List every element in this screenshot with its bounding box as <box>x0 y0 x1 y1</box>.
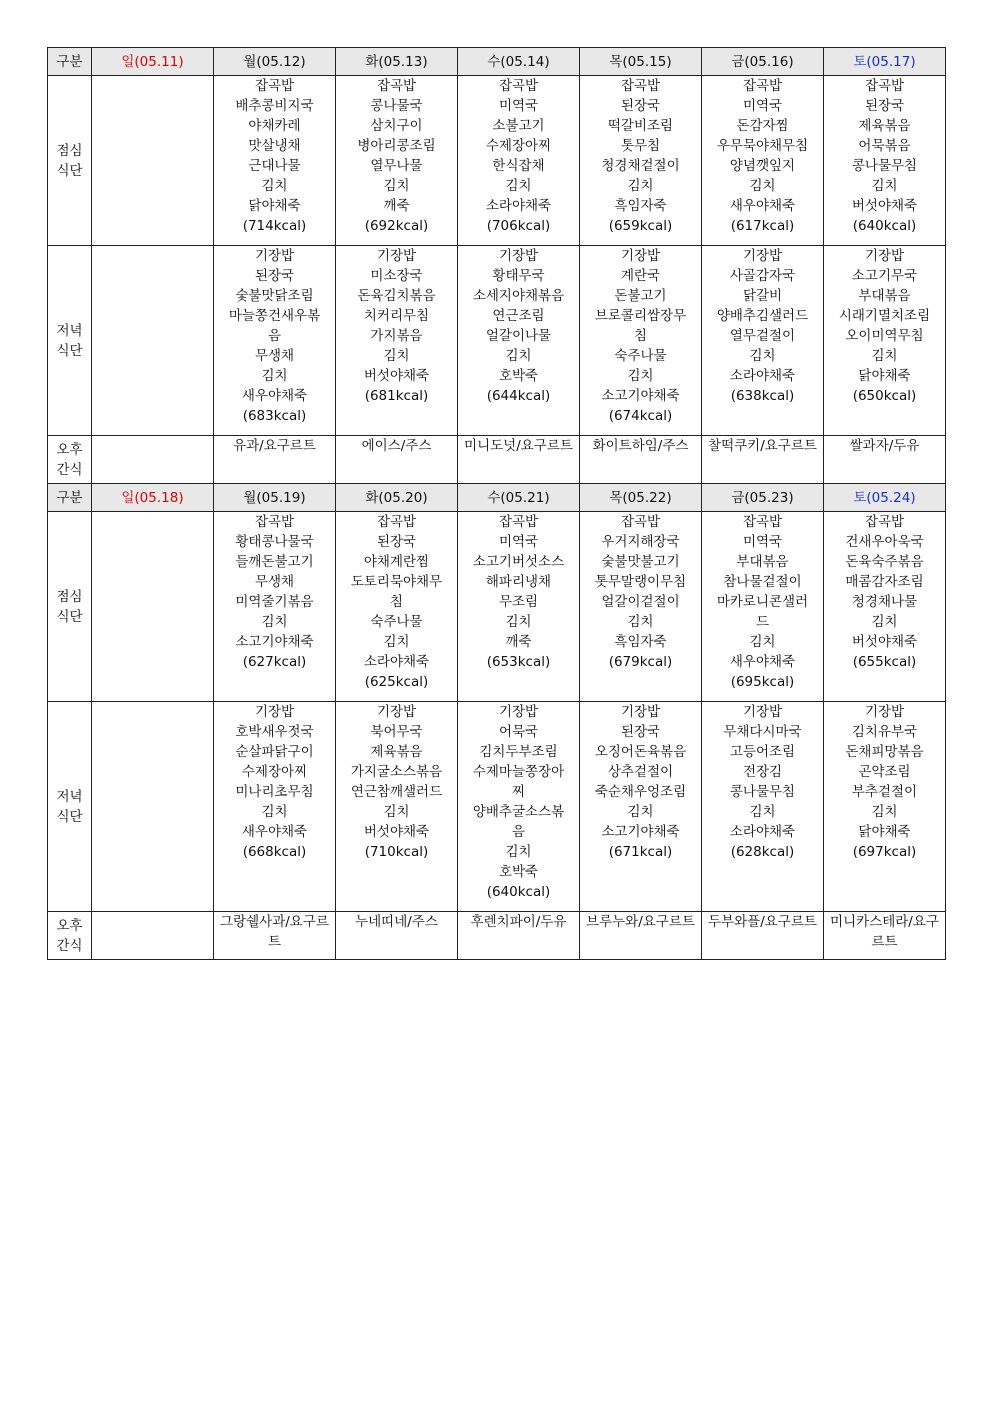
menu-item: 근대나물 <box>248 158 301 174</box>
dinner-menu-cell <box>580 246 702 436</box>
menu-item: 미역국 <box>498 98 539 114</box>
dinner-menu-cell <box>824 246 946 436</box>
menu-item: 수제장아찌 <box>241 764 308 780</box>
menu-item: 떡갈비조림 <box>607 118 674 134</box>
dinner-label-text: 식단 <box>56 808 83 825</box>
lunch-label <box>48 512 92 702</box>
menu-item: 무조림 <box>498 594 539 610</box>
menu-item: 소고기야채죽 <box>235 634 314 650</box>
menu-item: 숙주나물 <box>614 348 667 364</box>
dinner-menu-cell <box>824 702 946 912</box>
menu-item: 김치 <box>627 178 654 194</box>
lunch-label <box>48 76 92 246</box>
lunch-menu-cell <box>702 76 824 246</box>
menu-item: (697kcal) <box>852 844 917 860</box>
day-header: 화(05.13) <box>336 48 458 76</box>
menu-item: 찌 <box>511 784 526 800</box>
lunch-menu-cell <box>458 512 580 702</box>
menu-item: 기장밥 <box>376 248 417 264</box>
menu-item: 숙주나물 <box>370 614 423 630</box>
snack-cell <box>702 912 824 960</box>
menu-item: 된장국 <box>620 98 661 114</box>
lunch-menu-cell <box>214 512 336 702</box>
menu-item: 버섯야채죽 <box>851 634 918 650</box>
menu-item: 톳무침 <box>620 138 661 154</box>
header-label: 구분 <box>48 48 92 76</box>
menu-item: (625kcal) <box>364 674 429 690</box>
menu-item: 김치 <box>261 804 288 820</box>
menu-item: 수제장아찌 <box>485 138 552 154</box>
menu-item: 김치 <box>505 178 532 194</box>
menu-item: 도토리묵야채무 <box>350 574 443 590</box>
menu-item: 김치 <box>505 614 532 630</box>
menu-item: (638kcal) <box>730 388 795 404</box>
menu-item: 잡곡밥 <box>254 514 295 530</box>
lunch-menu-cell <box>92 512 214 702</box>
snack-item: 브루누와/요구르트 <box>586 914 695 930</box>
dinner-menu-cell <box>214 702 336 912</box>
menu-item: 해파리냉채 <box>485 574 552 590</box>
menu-item: 열무나물 <box>370 158 423 174</box>
menu-item: 흑임자죽 <box>614 634 667 650</box>
snack-cell <box>214 436 336 484</box>
menu-item: 닭갈비 <box>742 288 783 304</box>
menu-item: 미나리초무침 <box>235 784 314 800</box>
day-header: 금(05.23) <box>702 484 824 512</box>
menu-item: 기장밥 <box>254 248 295 264</box>
menu-item: 돈육숙주볶음 <box>845 554 924 570</box>
menu-item: (627kcal) <box>242 654 307 670</box>
menu-item: 잡곡밥 <box>376 78 417 94</box>
menu-item: 김치 <box>749 348 776 364</box>
menu-item: 음 <box>511 824 526 840</box>
menu-item: 음 <box>267 328 282 344</box>
header-label: 구분 <box>48 484 92 512</box>
lunch-menu-cell <box>92 76 214 246</box>
menu-item: 양배추굴소스볶 <box>472 804 565 820</box>
menu-item: 침 <box>389 594 404 610</box>
menu-item: 호박죽 <box>498 864 539 880</box>
dinner-label <box>48 702 92 912</box>
menu-item: (640kcal) <box>486 884 551 900</box>
menu-item: 김치 <box>871 178 898 194</box>
menu-item: (683kcal) <box>242 408 307 424</box>
menu-item: 미역국 <box>742 534 783 550</box>
menu-item: 무생채 <box>254 574 295 590</box>
snack-label <box>48 912 92 960</box>
day-header: 수(05.21) <box>458 484 580 512</box>
menu-item: (650kcal) <box>852 388 917 404</box>
snack-label <box>48 436 92 484</box>
menu-item: 김치 <box>871 804 898 820</box>
snack-cell <box>458 912 580 960</box>
menu-item: 미소장국 <box>370 268 423 284</box>
menu-item: 김치 <box>749 804 776 820</box>
menu-item: 깨죽 <box>383 198 410 214</box>
menu-item: 새우야채죽 <box>241 824 308 840</box>
menu-item: 김치유부국 <box>851 724 918 740</box>
menu-item: 양배추김샐러드 <box>716 308 809 324</box>
menu-item: 연근참깨샐러드 <box>350 784 443 800</box>
snack-item: 누네띠네/주스 <box>355 914 438 930</box>
menu-item: 잡곡밥 <box>864 514 905 530</box>
menu-item: 숯불맛불고기 <box>601 554 680 570</box>
snack-cell <box>92 912 214 960</box>
menu-item: 김치 <box>261 368 288 384</box>
snack-cell <box>92 436 214 484</box>
lunch-label-text: 점심 <box>56 142 83 159</box>
menu-item: 참나물겉절이 <box>723 574 802 590</box>
dinner-menu-cell <box>92 702 214 912</box>
lunch-menu-cell <box>824 76 946 246</box>
snack-item: 쌀과자/두유 <box>849 438 920 454</box>
menu-item: 새우야채죽 <box>729 654 796 670</box>
menu-item: 된장국 <box>864 98 905 114</box>
menu-item: 무생채 <box>254 348 295 364</box>
menu-item: 침 <box>633 328 648 344</box>
menu-item: 잡곡밥 <box>742 514 783 530</box>
menu-item: 깨죽 <box>505 634 532 650</box>
menu-item: 곤약조림 <box>858 764 911 780</box>
day-header: 토(05.17) <box>824 48 946 76</box>
menu-item: 마늘쫑건새우볶 <box>228 308 321 324</box>
menu-item: 돈불고기 <box>614 288 667 304</box>
menu-item: 소고기버섯소스 <box>472 554 565 570</box>
menu-item: 열무겉절이 <box>729 328 796 344</box>
menu-item: 병아리콩조림 <box>357 138 436 154</box>
menu-item: 소고기야채죽 <box>601 388 680 404</box>
menu-item: (671kcal) <box>608 844 673 860</box>
snack-cell <box>458 436 580 484</box>
menu-item: 소불고기 <box>492 118 545 134</box>
dinner-menu-cell <box>458 246 580 436</box>
menu-item: 수제마늘쫑장아 <box>472 764 565 780</box>
menu-item: 김치 <box>627 614 654 630</box>
menu-item: 기장밥 <box>498 248 539 264</box>
dinner-menu-cell <box>702 702 824 912</box>
menu-item: 건새우아욱국 <box>845 534 924 550</box>
snack-row <box>48 912 946 960</box>
menu-item: 흑임자죽 <box>614 198 667 214</box>
snack-cell <box>336 912 458 960</box>
day-header: 수(05.14) <box>458 48 580 76</box>
menu-item: 매콤감자조림 <box>845 574 924 590</box>
dinner-label <box>48 246 92 436</box>
menu-item: 새우야채죽 <box>241 388 308 404</box>
menu-item: 닭야채죽 <box>858 824 911 840</box>
snack-label-text: 오후 <box>56 441 83 458</box>
menu-item: 소고기무국 <box>851 268 918 284</box>
menu-item: 소라야채죽 <box>729 368 796 384</box>
menu-item: (706kcal) <box>486 218 551 234</box>
menu-item: 잡곡밥 <box>498 78 539 94</box>
menu-item: 잡곡밥 <box>864 78 905 94</box>
menu-item: 양념깻잎지 <box>729 158 796 174</box>
lunch-label-text: 점심 <box>56 588 83 605</box>
menu-item: 상추겉절이 <box>607 764 674 780</box>
menu-item: 기장밥 <box>376 704 417 720</box>
menu-item: 김치 <box>871 348 898 364</box>
menu-item: 된장국 <box>254 268 295 284</box>
week-header-row <box>48 484 946 512</box>
lunch-menu-cell <box>336 512 458 702</box>
lunch-menu-cell <box>580 76 702 246</box>
dinner-row <box>48 246 946 436</box>
menu-item: (714kcal) <box>242 218 307 234</box>
menu-item: 김치 <box>383 634 410 650</box>
lunch-menu-cell <box>824 512 946 702</box>
menu-item: 전장김 <box>742 764 783 780</box>
menu-item: 부추겉절이 <box>851 784 918 800</box>
menu-item: 시래기멸치조림 <box>838 308 931 324</box>
menu-item: 계란국 <box>620 268 661 284</box>
menu-item: (653kcal) <box>486 654 551 670</box>
snack-cell <box>580 912 702 960</box>
menu-item: 기장밥 <box>620 248 661 264</box>
menu-item: (679kcal) <box>608 654 673 670</box>
menu-item: 순살파닭구이 <box>235 744 314 760</box>
menu-item: 김치 <box>627 804 654 820</box>
day-header: 화(05.20) <box>336 484 458 512</box>
menu-item: 황태무국 <box>492 268 545 284</box>
menu-item: 소고기야채죽 <box>601 824 680 840</box>
menu-item: 호박새우젓국 <box>235 724 314 740</box>
menu-item: 사골감자국 <box>729 268 796 284</box>
menu-item: 청경채겉절이 <box>601 158 680 174</box>
menu-item: 버섯야채죽 <box>363 368 430 384</box>
dinner-menu-cell <box>458 702 580 912</box>
menu-item: 기장밥 <box>742 248 783 264</box>
menu-item: 김치 <box>383 348 410 364</box>
snack-cell <box>336 436 458 484</box>
menu-item: 마카로니콘샐러 <box>716 594 809 610</box>
menu-item: 김치 <box>383 804 410 820</box>
lunch-menu-cell <box>580 512 702 702</box>
menu-item: 김치 <box>749 178 776 194</box>
snack-item: 두부와플/요구르트 <box>708 914 817 930</box>
snack-item: 유과/요구르트 <box>233 438 316 454</box>
menu-item: 김치 <box>871 614 898 630</box>
menu-item: 고등어조림 <box>729 744 796 760</box>
menu-item: 청경채나물 <box>851 594 918 610</box>
menu-item: 소라야채죽 <box>485 198 552 214</box>
menu-item: 어묵볶음 <box>858 138 911 154</box>
menu-item: 기장밥 <box>498 704 539 720</box>
menu-item: 김치 <box>261 614 288 630</box>
day-header: 일(05.18) <box>92 484 214 512</box>
menu-item: 기장밥 <box>254 704 295 720</box>
menu-item: 우무묵야채무침 <box>716 138 809 154</box>
menu-item: 북어무국 <box>370 724 423 740</box>
menu-item: 제육볶음 <box>858 118 911 134</box>
snack-cell <box>214 912 336 960</box>
menu-item: 브로콜리쌈장무 <box>594 308 687 324</box>
snack-item: 화이트하임/주스 <box>592 438 689 454</box>
menu-table-body <box>48 48 946 960</box>
menu-item: 오징어돈육볶음 <box>594 744 687 760</box>
menu-item: 황태콩나물국 <box>235 534 314 550</box>
menu-item: (668kcal) <box>242 844 307 860</box>
menu-item: 들깨돈불고기 <box>235 554 314 570</box>
snack-item: 미니카스테라/요구르트 <box>830 914 939 950</box>
menu-item: 콩나물무침 <box>851 158 918 174</box>
menu-item: (695kcal) <box>730 674 795 690</box>
menu-item: 소세지야채볶음 <box>472 288 565 304</box>
snack-item: 후렌치파이/두유 <box>470 914 567 930</box>
menu-item: (655kcal) <box>852 654 917 670</box>
menu-item: 가지볶음 <box>370 328 423 344</box>
menu-item: (674kcal) <box>608 408 673 424</box>
snack-item: 찰떡쿠키/요구르트 <box>708 438 817 454</box>
lunch-label-text: 식단 <box>56 162 83 179</box>
day-header: 토(05.24) <box>824 484 946 512</box>
menu-item: 잡곡밥 <box>498 514 539 530</box>
weekly-menu-table <box>47 47 946 960</box>
menu-item: 김치 <box>749 634 776 650</box>
menu-item: 새우야채죽 <box>729 198 796 214</box>
snack-label-text: 오후 <box>56 917 83 934</box>
snack-cell <box>824 912 946 960</box>
menu-item: 맛살냉채 <box>248 138 301 154</box>
menu-item: 얼갈이나물 <box>485 328 552 344</box>
day-header: 일(05.11) <box>92 48 214 76</box>
menu-item: 기장밥 <box>864 704 905 720</box>
menu-item: 닭야채죽 <box>858 368 911 384</box>
menu-item: (710kcal) <box>364 844 429 860</box>
menu-item: 미역국 <box>498 534 539 550</box>
dinner-menu-cell <box>92 246 214 436</box>
menu-item: 톳무말랭이무침 <box>594 574 687 590</box>
menu-item: (659kcal) <box>608 218 673 234</box>
menu-item: (681kcal) <box>364 388 429 404</box>
menu-item: 콩나물국 <box>370 98 423 114</box>
dinner-menu-cell <box>214 246 336 436</box>
menu-item: 가지굴소스볶음 <box>350 764 443 780</box>
lunch-label-text: 식단 <box>56 608 83 625</box>
menu-item: 김치 <box>627 368 654 384</box>
snack-item: 미니도넛/요구르트 <box>464 438 573 454</box>
menu-item: 기장밥 <box>864 248 905 264</box>
menu-item: (628kcal) <box>730 844 795 860</box>
menu-item: 잡곡밥 <box>620 514 661 530</box>
snack-cell <box>824 436 946 484</box>
menu-item: 오이미역무침 <box>845 328 924 344</box>
day-header: 월(05.19) <box>214 484 336 512</box>
day-header: 월(05.12) <box>214 48 336 76</box>
menu-item: 삼치구이 <box>370 118 423 134</box>
menu-item: 어묵국 <box>498 724 539 740</box>
day-header: 금(05.16) <box>702 48 824 76</box>
menu-item: 잡곡밥 <box>376 514 417 530</box>
dinner-menu-cell <box>336 702 458 912</box>
menu-item: 돈감자찜 <box>736 118 789 134</box>
snack-cell <box>702 436 824 484</box>
menu-item: 잡곡밥 <box>254 78 295 94</box>
menu-item: 부대볶음 <box>736 554 789 570</box>
menu-item: (692kcal) <box>364 218 429 234</box>
lunch-menu-cell <box>702 512 824 702</box>
menu-item: 호박죽 <box>498 368 539 384</box>
dinner-label-text: 저녁 <box>56 788 83 805</box>
snack-item: 에이스/주스 <box>361 438 432 454</box>
menu-item: 김치 <box>261 178 288 194</box>
lunch-menu-cell <box>458 76 580 246</box>
dinner-menu-cell <box>580 702 702 912</box>
menu-item: 소라야채죽 <box>729 824 796 840</box>
menu-item: 잡곡밥 <box>742 78 783 94</box>
dinner-row <box>48 702 946 912</box>
menu-item: 김치 <box>505 844 532 860</box>
menu-item: 잡곡밥 <box>620 78 661 94</box>
menu-item: 드 <box>755 614 770 630</box>
menu-item: 무채다시마국 <box>723 724 802 740</box>
menu-item: (644kcal) <box>486 388 551 404</box>
menu-item: 미역줄기볶음 <box>235 594 314 610</box>
menu-item: 김치 <box>505 348 532 364</box>
menu-item: 버섯야채죽 <box>363 824 430 840</box>
menu-item: (617kcal) <box>730 218 795 234</box>
lunch-menu-cell <box>214 76 336 246</box>
menu-item: 야채카레 <box>248 118 301 134</box>
menu-item: 우거지해장국 <box>601 534 680 550</box>
snack-row <box>48 436 946 484</box>
menu-item: 콩나물무침 <box>729 784 796 800</box>
menu-item: 기장밥 <box>742 704 783 720</box>
dinner-label-text: 식단 <box>56 342 83 359</box>
menu-item: 돈육김치볶음 <box>357 288 436 304</box>
day-header: 목(05.22) <box>580 484 702 512</box>
menu-item: 버섯야채죽 <box>851 198 918 214</box>
menu-item: 미역국 <box>742 98 783 114</box>
snack-item: 그랑쉘사과/요구르트 <box>220 914 329 950</box>
lunch-row <box>48 512 946 702</box>
lunch-menu-cell <box>336 76 458 246</box>
menu-item: 돈채피망볶음 <box>845 744 924 760</box>
menu-item: 된장국 <box>376 534 417 550</box>
day-header: 목(05.15) <box>580 48 702 76</box>
dinner-label-text: 저녁 <box>56 322 83 339</box>
menu-item: 죽순채우엉조림 <box>594 784 687 800</box>
week-header-row <box>48 48 946 76</box>
menu-item: 얼갈이겉절이 <box>601 594 680 610</box>
menu-item: 제육볶음 <box>370 744 423 760</box>
menu-item: 김치 <box>383 178 410 194</box>
snack-label-text: 간식 <box>56 937 83 954</box>
menu-item: 치커리무침 <box>363 308 430 324</box>
menu-item: 한식잡채 <box>492 158 545 174</box>
menu-item: 닭야채죽 <box>248 198 301 214</box>
lunch-row <box>48 76 946 246</box>
menu-item: 야채계란찜 <box>363 554 430 570</box>
snack-cell <box>580 436 702 484</box>
menu-item: 연근조림 <box>492 308 545 324</box>
dinner-menu-cell <box>336 246 458 436</box>
menu-item: 배추콩비지국 <box>235 98 314 114</box>
menu-item: 소라야채죽 <box>363 654 430 670</box>
menu-item: (640kcal) <box>852 218 917 234</box>
menu-item: 숯불맛닭조림 <box>235 288 314 304</box>
snack-label-text: 간식 <box>56 461 83 478</box>
dinner-menu-cell <box>702 246 824 436</box>
menu-item: 된장국 <box>620 724 661 740</box>
menu-item: 부대볶음 <box>858 288 911 304</box>
menu-item: 김치두부조림 <box>479 744 558 760</box>
menu-item: 기장밥 <box>620 704 661 720</box>
